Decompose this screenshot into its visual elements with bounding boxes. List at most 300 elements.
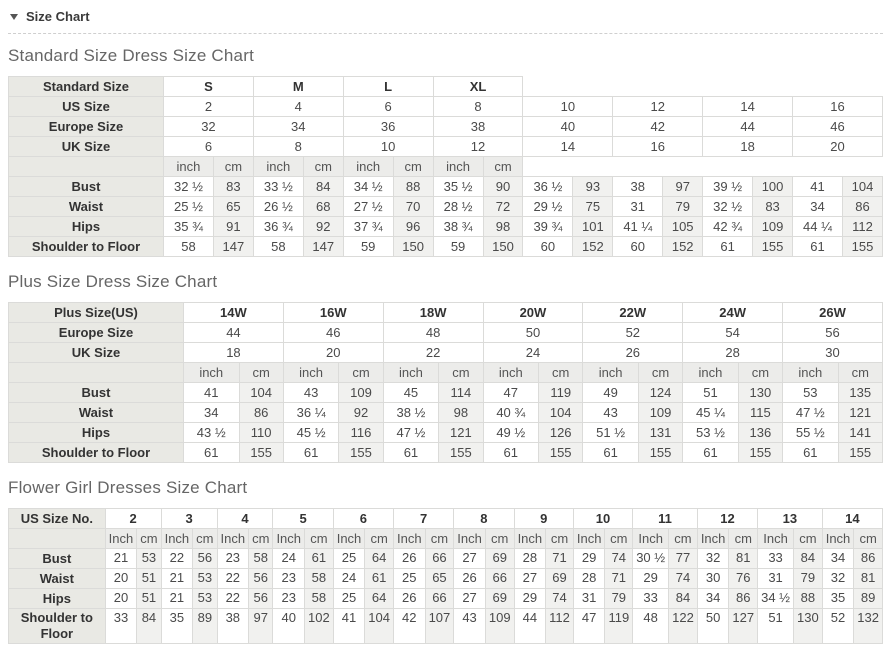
measurement-inch-cell: 20 <box>105 569 137 589</box>
measurement-cm-cell: 75 <box>573 197 613 217</box>
unit-header-row <box>9 363 883 383</box>
measurement-inch-cell: 29 <box>514 589 546 609</box>
measurement-inch-cell: 44 ¼ <box>793 217 843 237</box>
measurement-cm-cell: 109 <box>485 609 514 644</box>
size-value-cell: 38 <box>433 117 523 137</box>
measurement-cm-cell: 92 <box>339 403 383 423</box>
measurement-inch-cell: 30 <box>697 569 729 589</box>
measurement-inch-cell: 60 <box>523 237 573 257</box>
measurement-cm-cell: 104 <box>842 177 882 197</box>
measurement-row <box>9 217 883 237</box>
measurement-cm-cell: 114 <box>439 383 483 403</box>
measurement-cm-cell: 136 <box>738 423 782 443</box>
measurement-inch-cell: 22 <box>161 549 193 569</box>
measurement-cm-cell: 69 <box>546 569 574 589</box>
unit-header-cell: inch <box>184 363 240 383</box>
size-header-cell: 9 <box>514 509 573 529</box>
measurement-cm-cell: 126 <box>539 423 583 443</box>
measurement-inch-cell: 21 <box>161 569 193 589</box>
unit-header-cell: cm <box>838 363 882 383</box>
unit-header-cell: Inch <box>758 529 794 549</box>
measurement-inch-cell: 25 ½ <box>164 197 214 217</box>
measurement-cm-cell: 84 <box>669 589 698 609</box>
measurement-inch-cell: 51 <box>683 383 739 403</box>
measurement-cm-cell: 110 <box>239 423 283 443</box>
measurement-inch-cell: 45 ½ <box>283 423 339 443</box>
measurement-cm-cell: 64 <box>365 549 394 569</box>
row-label: Waist <box>9 403 184 423</box>
size-value-cell: 24 <box>483 343 583 363</box>
size-value-cell: 10 <box>523 97 613 117</box>
measurement-inch-cell: 32 <box>697 549 729 569</box>
measurement-cm-cell: 70 <box>393 197 433 217</box>
row-label: Hips <box>9 589 106 609</box>
size-value-cell: 32 <box>164 117 254 137</box>
measurement-inch-cell: 36 ¼ <box>283 403 339 423</box>
size-table <box>8 76 883 257</box>
size-value-cell: 26 <box>583 343 683 363</box>
unit-header-cell: cm <box>339 363 383 383</box>
size-header-cell: 20W <box>483 303 583 323</box>
measurement-cm-cell: 101 <box>573 217 613 237</box>
size-value-cell: 2 <box>164 97 254 117</box>
unit-header-cell: Inch <box>454 529 486 549</box>
measurement-inch-cell: 33 <box>758 549 794 569</box>
size-value-cell: 18 <box>703 137 793 157</box>
measurement-inch-cell: 61 <box>793 237 843 257</box>
unit-header-cell: Inch <box>161 529 193 549</box>
measurement-inch-cell: 61 <box>703 237 753 257</box>
measurement-cm-cell: 66 <box>425 589 454 609</box>
measurement-inch-cell: 31 <box>758 569 794 589</box>
measurement-inch-cell: 35 ¾ <box>164 217 214 237</box>
measurement-cm-cell: 121 <box>838 403 882 423</box>
measurement-inch-cell: 34 <box>822 549 854 569</box>
measurement-cm-cell: 155 <box>638 443 682 463</box>
unit-header-cell: inch <box>283 363 339 383</box>
measurement-inch-cell: 59 <box>343 237 393 257</box>
measurement-inch-cell: 51 <box>758 609 794 644</box>
size-value-cell: 16 <box>613 137 703 157</box>
measurement-row <box>9 609 883 644</box>
measurement-inch-cell: 44 <box>514 609 546 644</box>
sections <box>8 46 883 644</box>
measurement-cm-cell: 56 <box>193 549 217 569</box>
unit-header-cell: inch <box>343 157 393 177</box>
measurement-cm-cell: 86 <box>854 549 883 569</box>
measurement-inch-cell: 33 ½ <box>253 177 303 197</box>
size-value-cell: 52 <box>583 323 683 343</box>
table-corner-label: Plus Size(US) <box>9 303 184 323</box>
measurement-cm-cell: 92 <box>303 217 343 237</box>
measurement-cm-cell: 121 <box>439 423 483 443</box>
unit-header-cell: cm <box>669 529 698 549</box>
measurement-inch-cell: 26 <box>394 549 426 569</box>
measurement-inch-cell: 61 <box>283 443 339 463</box>
measurement-cm-cell: 74 <box>669 569 698 589</box>
measurement-inch-cell: 43 <box>583 403 639 423</box>
size-value-cell: 8 <box>253 137 343 157</box>
measurement-inch-cell: 26 <box>454 569 486 589</box>
measurement-inch-cell: 38 <box>217 609 249 644</box>
unit-header-cell: Inch <box>105 529 137 549</box>
size-value-cell: 44 <box>703 117 793 137</box>
measurement-cm-cell: 89 <box>193 609 217 644</box>
measurement-inch-cell: 34 ½ <box>758 589 794 609</box>
size-header-cell: 14 <box>822 509 882 529</box>
size-value-cell: 28 <box>683 343 783 363</box>
measurement-cm-cell: 100 <box>753 177 793 197</box>
measurement-inch-cell: 47 ½ <box>783 403 839 423</box>
size-value-cell: 16 <box>793 97 883 117</box>
measurement-inch-cell: 25 <box>333 549 365 569</box>
measurement-cm-cell: 122 <box>669 609 698 644</box>
measurement-row <box>9 383 883 403</box>
measurement-inch-cell: 45 <box>383 383 439 403</box>
size-header-row <box>9 303 883 323</box>
measurement-cm-cell: 71 <box>605 569 633 589</box>
measurement-row <box>9 589 883 609</box>
measurement-inch-cell: 23 <box>273 589 305 609</box>
measurement-cm-cell: 53 <box>193 589 217 609</box>
measurement-inch-cell: 48 <box>633 609 669 644</box>
measurement-inch-cell: 47 <box>483 383 539 403</box>
measurement-cm-cell: 150 <box>483 237 523 257</box>
size-header-row <box>9 509 883 529</box>
measurement-inch-cell: 27 <box>514 569 546 589</box>
measurement-cm-cell: 115 <box>738 403 782 423</box>
measurement-cm-cell: 104 <box>365 609 394 644</box>
size-value-cell: 20 <box>283 343 383 363</box>
measurement-inch-cell: 61 <box>184 443 240 463</box>
measurement-cm-cell: 72 <box>483 197 523 217</box>
size-header-cell: 4 <box>217 509 273 529</box>
unit-header-cell: cm <box>365 529 394 549</box>
size-header-row <box>9 77 883 97</box>
size-value-cell: 22 <box>383 343 483 363</box>
measurement-inch-cell: 29 <box>633 569 669 589</box>
unit-header-cell: inch <box>433 157 483 177</box>
measurement-cm-cell: 119 <box>605 609 633 644</box>
size-value-cell: 10 <box>343 137 433 157</box>
unit-header-cell: cm <box>393 157 433 177</box>
measurement-cm-cell: 155 <box>753 237 793 257</box>
measurement-row <box>9 423 883 443</box>
size-header-cell: 13 <box>758 509 823 529</box>
unit-header-cell: cm <box>193 529 217 549</box>
unit-header-cell: cm <box>546 529 574 549</box>
row-label: US Size <box>9 97 164 117</box>
measurement-cm-cell: 84 <box>303 177 343 197</box>
measurement-inch-cell: 58 <box>164 237 214 257</box>
unit-header-row <box>9 529 883 549</box>
measurement-inch-cell: 41 ¼ <box>613 217 663 237</box>
row-label-empty <box>9 529 106 549</box>
unit-header-cell: cm <box>239 363 283 383</box>
measurement-cm-cell: 155 <box>838 443 882 463</box>
unit-header-cell: Inch <box>273 529 305 549</box>
measurement-cm-cell: 90 <box>483 177 523 197</box>
measurement-cm-cell: 119 <box>539 383 583 403</box>
unit-header-cell: cm <box>738 363 782 383</box>
measurement-cm-cell: 130 <box>738 383 782 403</box>
measurement-cm-cell: 104 <box>539 403 583 423</box>
unit-header-cell: Inch <box>573 529 605 549</box>
measurement-inch-cell: 61 <box>583 443 639 463</box>
size-conversion-row <box>9 323 883 343</box>
measurement-inch-cell: 24 <box>333 569 365 589</box>
measurement-cm-cell: 132 <box>854 609 883 644</box>
row-label: Bust <box>9 177 164 197</box>
measurement-inch-cell: 36 ½ <box>523 177 573 197</box>
measurement-cm-cell: 88 <box>794 589 823 609</box>
size-conversion-row <box>9 97 883 117</box>
measurement-cm-cell: 65 <box>425 569 454 589</box>
size-value-cell: 8 <box>433 97 523 117</box>
measurement-row <box>9 197 883 217</box>
measurement-cm-cell: 98 <box>439 403 483 423</box>
measurement-inch-cell: 29 ½ <box>523 197 573 217</box>
size-value-cell: 20 <box>793 137 883 157</box>
size-header-cell: 6 <box>333 509 393 529</box>
measurement-cm-cell: 86 <box>842 197 882 217</box>
measurement-row <box>9 569 883 589</box>
measurement-inch-cell: 37 ¾ <box>343 217 393 237</box>
measurement-inch-cell: 25 <box>394 569 426 589</box>
row-label: UK Size <box>9 137 164 157</box>
triangle-down-icon <box>10 14 18 20</box>
size-value-cell: 34 <box>253 117 343 137</box>
size-value-cell: 36 <box>343 117 433 137</box>
size-conversion-row <box>9 137 883 157</box>
measurement-inch-cell: 43 ½ <box>184 423 240 443</box>
measurement-inch-cell: 35 ½ <box>433 177 483 197</box>
unit-header-cell: inch <box>783 363 839 383</box>
size-value-cell: 12 <box>613 97 703 117</box>
measurement-cm-cell: 91 <box>213 217 253 237</box>
measurement-cm-cell: 79 <box>663 197 703 217</box>
measurement-inch-cell: 39 ½ <box>703 177 753 197</box>
measurement-cm-cell: 147 <box>213 237 253 257</box>
unit-header-cell: Inch <box>394 529 426 549</box>
measurement-inch-cell: 24 <box>273 549 305 569</box>
measurement-inch-cell: 41 <box>333 609 365 644</box>
measurement-inch-cell: 47 <box>573 609 605 644</box>
measurement-cm-cell: 58 <box>305 589 334 609</box>
measurement-inch-cell: 43 <box>454 609 486 644</box>
measurement-cm-cell: 79 <box>605 589 633 609</box>
size-value-cell: 54 <box>683 323 783 343</box>
measurement-cm-cell: 112 <box>842 217 882 237</box>
measurement-cm-cell: 97 <box>663 177 703 197</box>
size-value-cell: 42 <box>613 117 703 137</box>
size-value-cell: 14 <box>523 137 613 157</box>
unit-header-cell: cm <box>485 529 514 549</box>
measurement-inch-cell: 55 ½ <box>783 423 839 443</box>
size-header-cell: 12 <box>697 509 757 529</box>
size-value-cell: 14 <box>703 97 793 117</box>
measurement-cm-cell: 150 <box>393 237 433 257</box>
measurement-inch-cell: 43 <box>283 383 339 403</box>
measurement-inch-cell: 28 ½ <box>433 197 483 217</box>
size-header-cell: 26W <box>783 303 883 323</box>
measurement-inch-cell: 20 <box>105 589 137 609</box>
measurement-cm-cell: 88 <box>393 177 433 197</box>
measurement-inch-cell: 40 ¾ <box>483 403 539 423</box>
measurement-cm-cell: 155 <box>239 443 283 463</box>
measurement-cm-cell: 86 <box>239 403 283 423</box>
measurement-inch-cell: 34 <box>184 403 240 423</box>
row-label: UK Size <box>9 343 184 363</box>
measurement-inch-cell: 26 ½ <box>253 197 303 217</box>
size-value-cell: 56 <box>783 323 883 343</box>
unit-header-cell: cm <box>305 529 334 549</box>
measurement-cm-cell: 51 <box>137 589 161 609</box>
measurement-inch-cell: 28 <box>573 569 605 589</box>
measurement-cm-cell: 155 <box>439 443 483 463</box>
measurement-inch-cell: 21 <box>105 549 137 569</box>
measurement-cm-cell: 66 <box>425 549 454 569</box>
measurement-inch-cell: 38 ¾ <box>433 217 483 237</box>
unit-header-cell: inch <box>683 363 739 383</box>
size-header-cell: M <box>253 77 343 97</box>
unit-header-cell: Inch <box>697 529 729 549</box>
measurement-cm-cell: 51 <box>137 569 161 589</box>
unit-header-cell: Inch <box>217 529 249 549</box>
unit-header-cell: Inch <box>822 529 854 549</box>
unit-header-cell: cm <box>854 529 883 549</box>
measurement-inch-cell: 34 <box>697 589 729 609</box>
measurement-cm-cell: 58 <box>249 549 273 569</box>
size-value-cell: 46 <box>283 323 383 343</box>
measurement-inch-cell: 32 ½ <box>703 197 753 217</box>
measurement-cm-cell: 81 <box>854 569 883 589</box>
size-chart-section <box>8 478 883 644</box>
measurement-inch-cell: 61 <box>483 443 539 463</box>
size-table <box>8 508 883 644</box>
measurement-cm-cell: 84 <box>137 609 161 644</box>
measurement-cm-cell: 66 <box>485 569 514 589</box>
size-value-cell: 48 <box>383 323 483 343</box>
measurement-row <box>9 403 883 423</box>
size-header-cell: 3 <box>161 509 217 529</box>
unit-header-cell: cm <box>425 529 454 549</box>
measurement-cm-cell: 56 <box>249 569 273 589</box>
size-value-cell: 46 <box>793 117 883 137</box>
size-chart-section <box>8 272 883 463</box>
row-label: Bust <box>9 383 184 403</box>
measurement-cm-cell: 68 <box>303 197 343 217</box>
measurement-inch-cell: 53 ½ <box>683 423 739 443</box>
table-corner-label: Standard Size <box>9 77 164 97</box>
measurement-cm-cell: 109 <box>638 403 682 423</box>
measurement-inch-cell: 35 <box>161 609 193 644</box>
unit-header-cell: cm <box>249 529 273 549</box>
measurement-inch-cell: 27 <box>454 549 486 569</box>
measurement-row <box>9 237 883 257</box>
measurement-inch-cell: 34 <box>793 197 843 217</box>
unit-header-cell: cm <box>794 529 823 549</box>
row-label: Europe Size <box>9 117 164 137</box>
size-value-cell: 12 <box>433 137 523 157</box>
row-label: Waist <box>9 569 106 589</box>
measurement-inch-cell: 39 ¾ <box>523 217 573 237</box>
measurement-cm-cell: 98 <box>483 217 523 237</box>
measurement-cm-cell: 64 <box>365 589 394 609</box>
size-chart-accordion-header[interactable] <box>8 6 883 33</box>
section-heading: Plus Size Dress Size Chart <box>8 272 218 291</box>
size-chart-section <box>8 46 883 257</box>
measurement-inch-cell: 22 <box>217 569 249 589</box>
measurement-cm-cell: 81 <box>729 549 758 569</box>
measurement-row <box>9 549 883 569</box>
measurement-cm-cell: 96 <box>393 217 433 237</box>
size-header-cell: L <box>343 77 433 97</box>
size-conversion-row <box>9 117 883 137</box>
measurement-cm-cell: 58 <box>305 569 334 589</box>
measurement-cm-cell: 109 <box>753 217 793 237</box>
measurement-inch-cell: 47 ½ <box>383 423 439 443</box>
size-header-cell: XL <box>433 77 523 97</box>
measurement-cm-cell: 69 <box>485 589 514 609</box>
unit-header-cell: cm <box>213 157 253 177</box>
measurement-inch-cell: 41 <box>793 177 843 197</box>
measurement-cm-cell: 124 <box>638 383 682 403</box>
unit-header-cell: Inch <box>514 529 546 549</box>
measurement-inch-cell: 51 ½ <box>583 423 639 443</box>
measurement-cm-cell: 86 <box>729 589 758 609</box>
size-value-cell: 50 <box>483 323 583 343</box>
measurement-cm-cell: 135 <box>838 383 882 403</box>
measurement-cm-cell: 53 <box>193 569 217 589</box>
row-label: Hips <box>9 217 164 237</box>
unit-header-cell: cm <box>137 529 161 549</box>
measurement-inch-cell: 41 <box>184 383 240 403</box>
size-header-cell: 22W <box>583 303 683 323</box>
measurement-inch-cell: 33 <box>633 589 669 609</box>
measurement-inch-cell: 61 <box>683 443 739 463</box>
size-header-cell: 7 <box>394 509 454 529</box>
measurement-cm-cell: 56 <box>249 589 273 609</box>
unit-header-cell: cm <box>483 157 523 177</box>
measurement-cm-cell: 74 <box>605 549 633 569</box>
measurement-inch-cell: 58 <box>253 237 303 257</box>
measurement-inch-cell: 29 <box>573 549 605 569</box>
size-header-cell: S <box>164 77 254 97</box>
measurement-cm-cell: 77 <box>669 549 698 569</box>
measurement-cm-cell: 65 <box>213 197 253 217</box>
measurement-cm-cell: 74 <box>546 589 574 609</box>
measurement-inch-cell: 35 <box>822 589 854 609</box>
unit-header-cell: cm <box>439 363 483 383</box>
measurement-inch-cell: 25 <box>333 589 365 609</box>
measurement-cm-cell: 97 <box>249 609 273 644</box>
accordion-title: Size Chart <box>26 9 90 24</box>
measurement-inch-cell: 36 ¾ <box>253 217 303 237</box>
unit-header-cell: cm <box>303 157 343 177</box>
size-header-cell: 16W <box>283 303 383 323</box>
row-label: Hips <box>9 423 184 443</box>
measurement-inch-cell: 40 <box>273 609 305 644</box>
measurement-cm-cell: 84 <box>794 549 823 569</box>
size-header-cell: 5 <box>273 509 333 529</box>
measurement-cm-cell: 152 <box>663 237 703 257</box>
measurement-cm-cell: 104 <box>239 383 283 403</box>
unit-header-cell: inch <box>583 363 639 383</box>
row-label: Europe Size <box>9 323 184 343</box>
size-header-cell: 10 <box>573 509 632 529</box>
size-header-cell: 8 <box>454 509 514 529</box>
